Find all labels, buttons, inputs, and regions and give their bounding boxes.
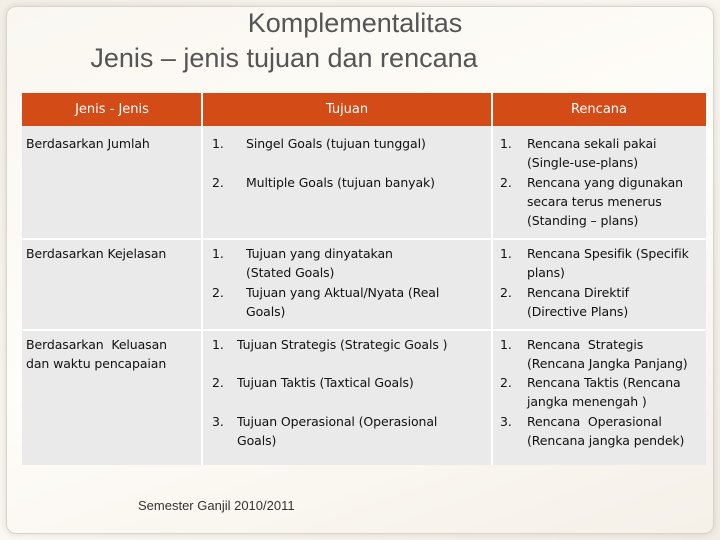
row1-rencana-item2: 2. Rencana yang digunakan secara terus menerus (Standing – plans) xyxy=(500,175,683,228)
header-jenis: Jenis - Jenis xyxy=(22,93,202,126)
comparison-table: Jenis - Jenis Tujuan Rencana Berdasarkan Jumlah 1. Singel Goals (tujuan tunggal) 2. Multiple Goals (tujuan banyak) 1. Rencana sekali pakai (Single-use-plans) 2. Rencana yang digunakan secara terus menerus (Standing – plans) Berdasarkan Kejelasan 1. Tujuan yang dinyatakan (Stated Goals) 2. Tujuan yang Aktual/Nyata (Real Goals) 1. Rencana Spesifik (Specifik plans) 2. Rencana Direktif (Directive Plans) Berdasarkan Keluasan dan waktu pencapaian 1. Tujuan Strategis (Strategic Goals ) 2. Tujuan Taktis (Taxtical Goals) 3. Tujuan Operasional (Operasional Goals) 1. Rencana Strategis (Rencana Jangka Panjang) 2. Rencana Taktis (Rencana jangka menengah ) 3. Rencana Operasional (Rencana jangka pendek) xyxy=(22,93,706,465)
row2-tujuan-item2: 2. Tujuan yang Aktual/Nyata (Real Goals) xyxy=(212,285,440,319)
row1-rencana-item1: 1. Rencana sekali pakai (Single-use-plans) xyxy=(500,136,657,170)
header-rencana: Rencana xyxy=(492,93,706,126)
header-tujuan: Tujuan xyxy=(202,93,492,126)
row2-rencana-item1: 1. Rencana Spesifik (Specifik plans) xyxy=(500,246,689,280)
row-divider xyxy=(22,329,706,331)
row3-rencana-item1: 1. Rencana Strategis (Rencana Jangka Panjang) xyxy=(500,337,688,371)
row3-tujuan-item3: 3. Tujuan Operasional (Operasional Goals) xyxy=(212,414,438,448)
slide-title-line1: Komplementalitas xyxy=(247,8,463,38)
column-divider xyxy=(201,93,203,465)
row2-jenis: Berdasarkan Kejelasan xyxy=(26,246,167,261)
row1-jenis: Berdasarkan Jumlah xyxy=(26,136,150,151)
row2-tujuan-item1: 1. Tujuan yang dinyatakan (Stated Goals) xyxy=(212,246,393,280)
row3-rencana-item3: 3. Rencana Operasional (Rencana jangka pendek) xyxy=(500,414,685,448)
column-divider xyxy=(491,93,493,465)
row3-jenis: Berdasarkan Keluasan dan waktu pencapaian xyxy=(26,337,167,371)
row3-rencana-item2: 2. Rencana Taktis (Rencana jangka menengah ) xyxy=(500,375,681,409)
row2-rencana-item2: 2. Rencana Direktif (Directive Plans) xyxy=(500,285,629,319)
slide-title-line2: Jenis – jenis tujuan dan rencana xyxy=(90,43,478,73)
footer-semester: Semester Ganjil 2010/2011 xyxy=(138,498,295,513)
row-divider xyxy=(22,238,706,240)
